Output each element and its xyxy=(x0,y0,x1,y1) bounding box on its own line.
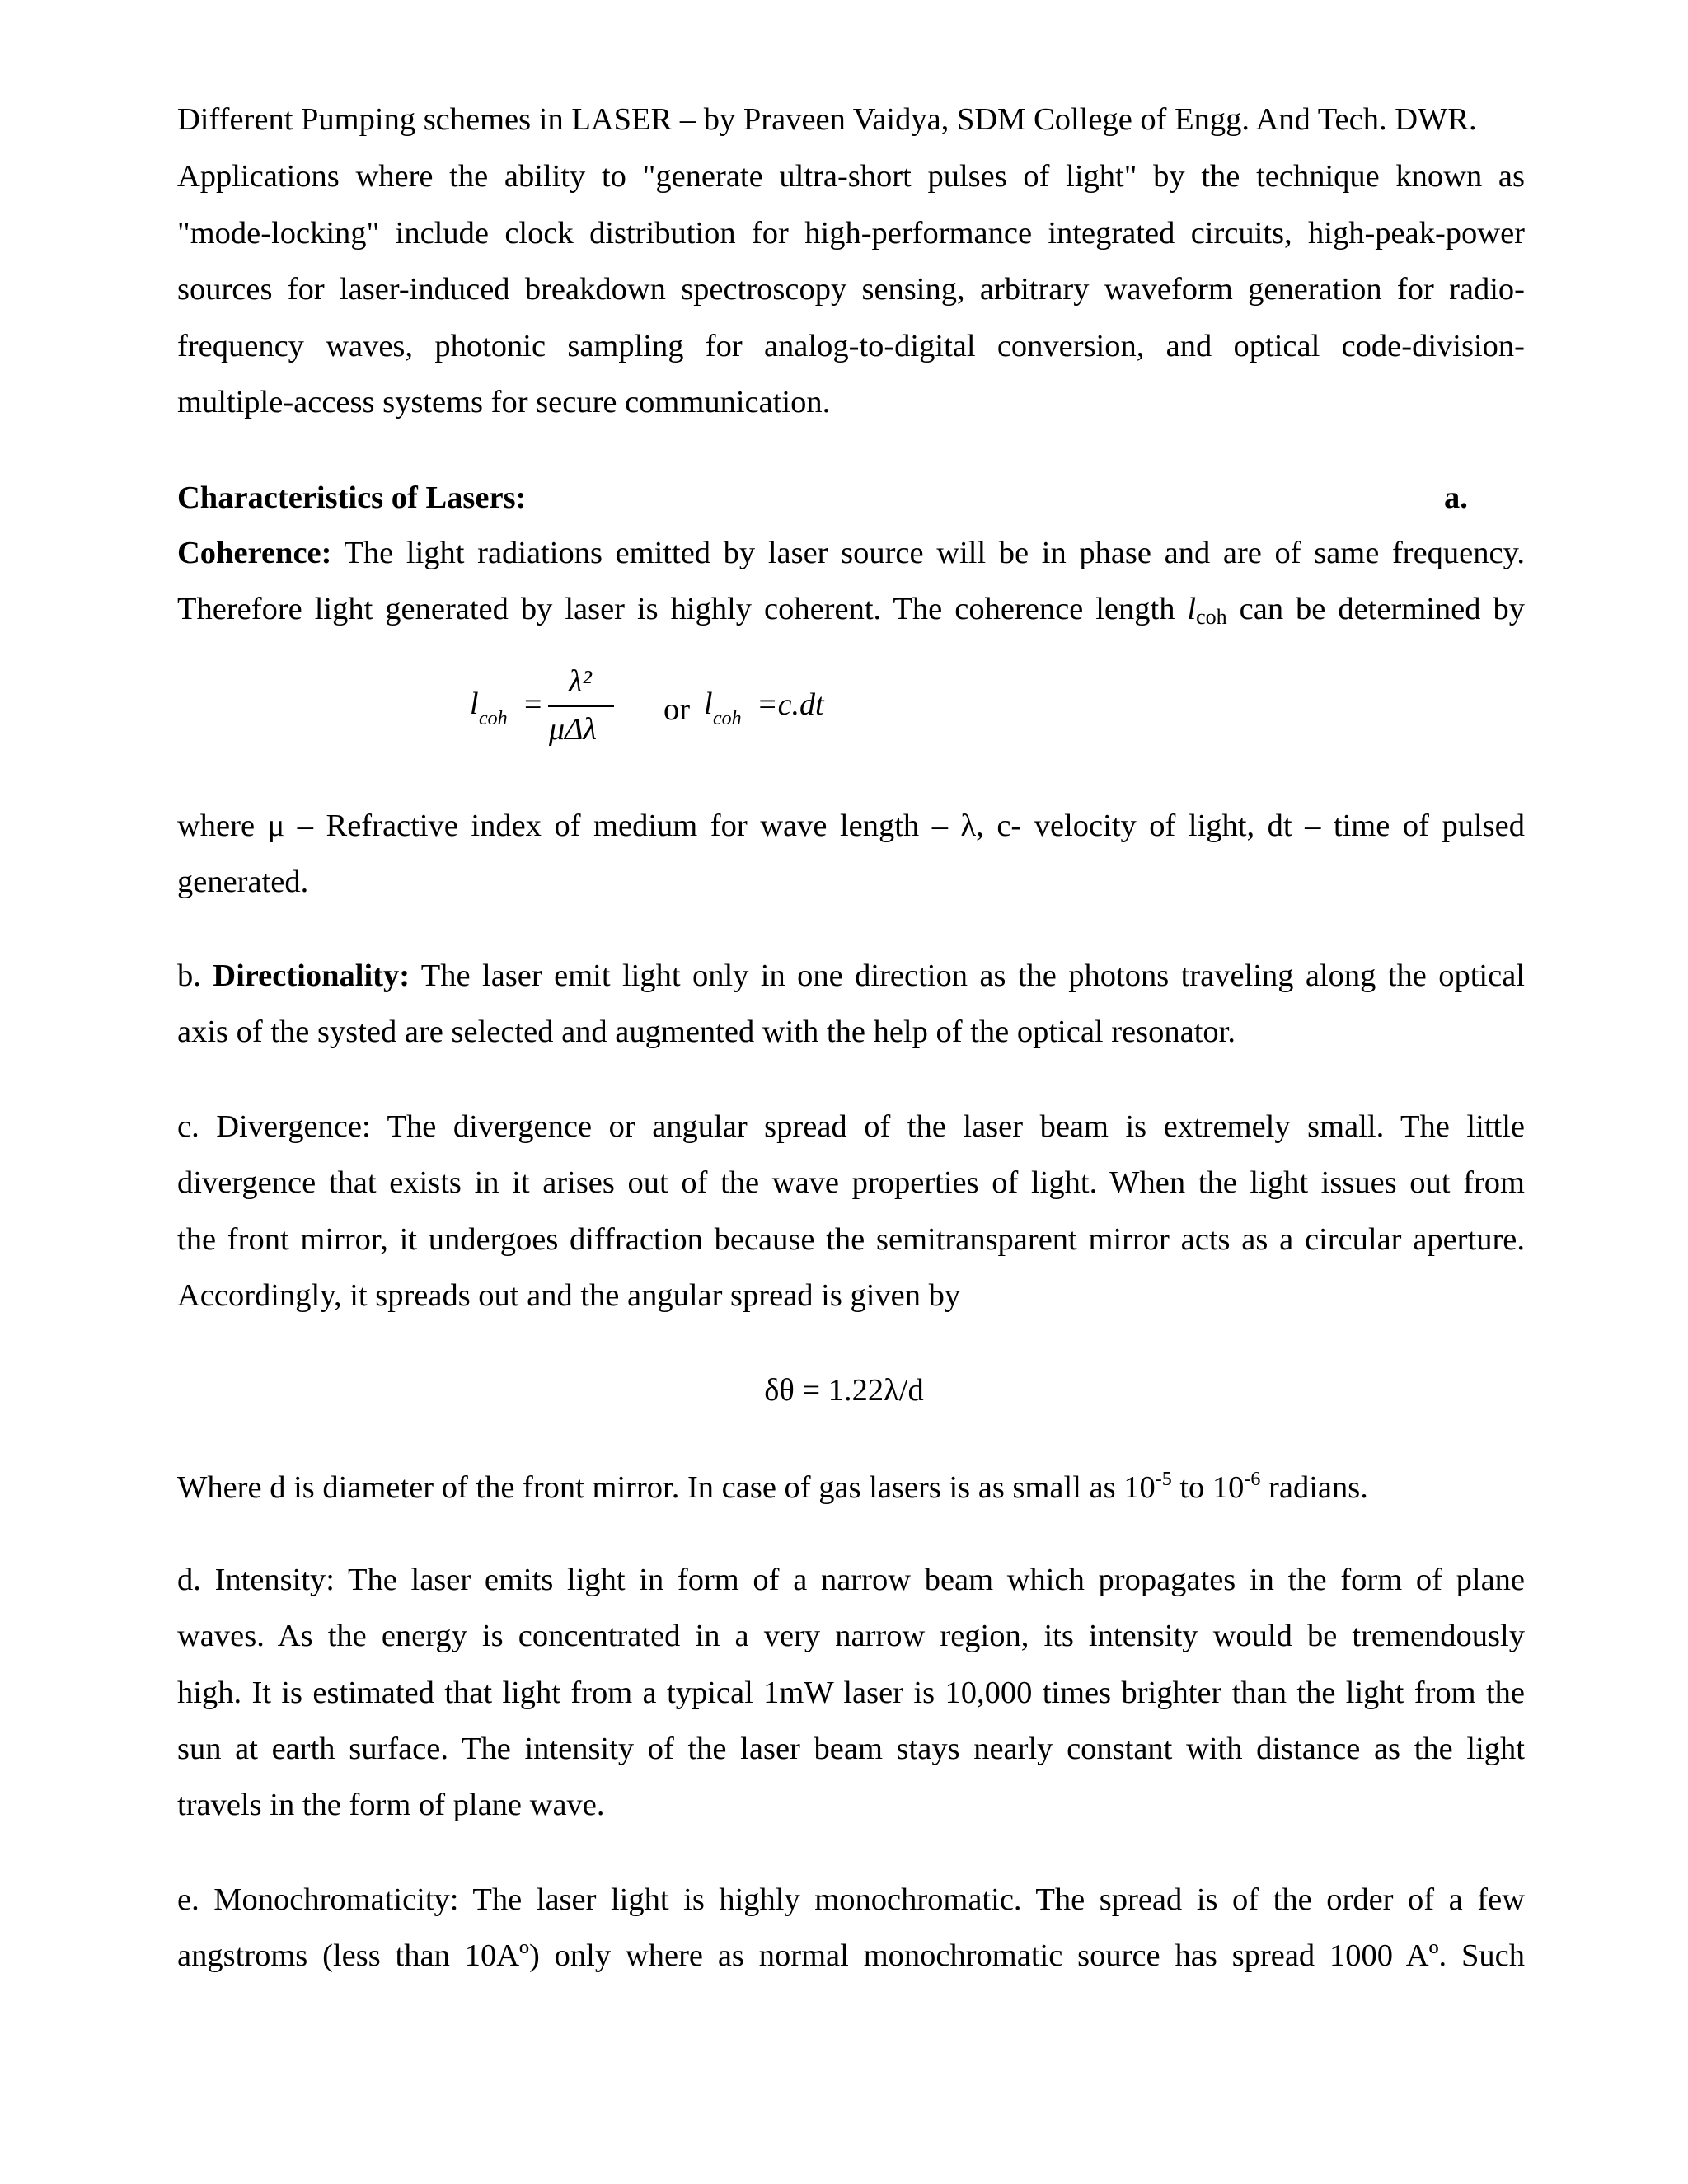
directionality-line-1-text: The laser emit light only in one direction as the photons traveling along the optical xyxy=(410,958,1525,993)
where-d-line xyxy=(177,1469,1525,1504)
coherence-line-2 xyxy=(177,593,1525,628)
divergence-line-1: c. Divergence: The divergence or angular spread of the laser beam is extremely small. The little xyxy=(177,1109,1525,1144)
where-d-mid: to 10 xyxy=(1171,1470,1245,1505)
header-line: Different Pumping schemes in LASER – by Praveen Vaidya, SDM College of Engg. And Tech. DWR. xyxy=(177,102,1477,137)
directionality-label: Directionality: xyxy=(213,958,410,993)
divergence-line-4: Accordingly, it spreads out and the angular spread is given by xyxy=(177,1278,961,1313)
intro-line-4: frequency waves, photonic sampling for analog-to-digital conversion, and optical code-division- xyxy=(177,329,1525,363)
intensity-line-1: d. Intensity: The laser emits light in form of a narrow beam which propagates in the form of plane xyxy=(177,1563,1525,1597)
intensity-line-2: waves. As the energy is concentrated in a very narrow region, its intensity would be tremendously xyxy=(177,1619,1525,1653)
eq-rhs: =c.dt xyxy=(757,687,824,722)
eq-numerator: λ² xyxy=(569,664,592,699)
intensity-line-3: high. It is estimated that light from a typical 1mW laser is 10,000 times brighter than the light from the xyxy=(177,1675,1525,1710)
eq-fraction-bar xyxy=(548,705,614,707)
divergence-line-3: the front mirror, it undergoes diffraction because the semitransparent mirror acts as a circular aperture. xyxy=(177,1222,1525,1257)
eq-rhs-l: l xyxy=(704,687,713,721)
coherence-line-1 xyxy=(177,537,1525,569)
eq-lhs-sub: coh xyxy=(479,708,508,729)
coherence-length-symbol: l xyxy=(1187,592,1197,626)
coherence-line-1-text: The light radiations emitted by laser source will be in phase and are of same frequency. xyxy=(331,536,1525,570)
intro-line-5: multiple-access systems for secure communication. xyxy=(177,385,831,419)
where-d-exponent-2: -6 xyxy=(1244,1469,1261,1490)
directionality-line-1 xyxy=(177,960,1525,992)
characteristics-heading xyxy=(177,482,1525,514)
coherence-length-subscript: coh xyxy=(1196,605,1227,629)
coherence-line-2-text: Therefore light generated by laser is highly coherent. The coherence length xyxy=(177,592,1188,626)
where-d-end: radians. xyxy=(1260,1470,1368,1505)
coherence-label: Coherence: xyxy=(177,536,332,570)
directionality-prefix: b. xyxy=(177,958,213,993)
eq-rhs-sub: coh xyxy=(713,708,742,729)
where-line-1: where μ – Refractive index of medium for wave length – λ, c- velocity of light, dt – time of pulsed xyxy=(177,808,1525,843)
intro-line-3: sources for laser-induced breakdown spectroscopy sensing, arbitrary waveform generation for radio- xyxy=(177,272,1525,307)
eq-denominator: μΔλ xyxy=(549,712,597,747)
intro-line-2: "mode-locking" include clock distribution for high-performance integrated circuits, high-peak-power xyxy=(177,216,1525,251)
intensity-line-4: sun at earth surface. The intensity of the laser beam stays nearly constant with distance as the light xyxy=(177,1732,1525,1766)
where-d-text: Where d is diameter of the front mirror. In case of gas lasers is as small as 10 xyxy=(177,1470,1156,1505)
coherence-line-2-end: can be determined by xyxy=(1226,592,1525,626)
where-line-2: generated. xyxy=(177,865,309,899)
mono-line-1: e. Monochromaticity: The laser light is highly monochromatic. The spread is of the order of a few xyxy=(177,1882,1525,1917)
intensity-line-5: travels in the form of plane wave. xyxy=(177,1788,605,1822)
eq-lhs-l: l xyxy=(470,687,479,721)
directionality-line-2: axis of the systed are selected and augmented with the help of the optical resonator. xyxy=(177,1015,1236,1049)
divergence-formula: δθ = 1.22λ/d xyxy=(764,1373,924,1408)
where-d-exponent-1: -5 xyxy=(1155,1469,1172,1490)
item-marker-a: a. xyxy=(1444,480,1468,515)
characteristics-heading-text: Characteristics of Lasers: xyxy=(177,480,527,515)
divergence-line-2: divergence that exists in it arises out of the wave properties of light. When the light issues out from xyxy=(177,1165,1525,1200)
eq-equals: = xyxy=(524,687,542,722)
mono-line-2: angstroms (less than 10Aº) only where as normal monochromatic source has spread 1000 Aº. Such xyxy=(177,1938,1525,1973)
eq-or: or xyxy=(663,692,691,727)
intro-line-1: Applications where the ability to "generate ultra-short pulses of light" by the technique known as xyxy=(177,159,1525,194)
